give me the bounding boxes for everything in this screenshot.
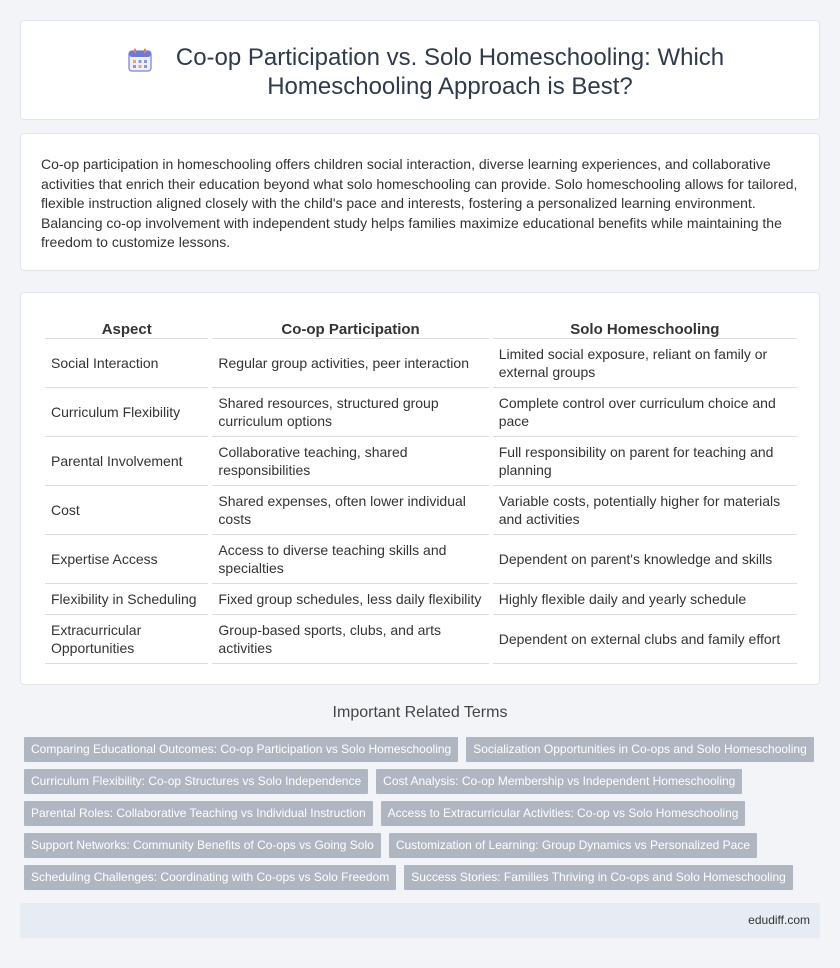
table-cell: Expertise Access — [45, 535, 208, 584]
related-term-tag[interactable]: Customization of Learning: Group Dynamics vs Personalized Pace — [389, 833, 757, 858]
table-cell: Highly flexible daily and yearly schedule — [493, 584, 797, 615]
related-term-tag[interactable]: Access to Extracurricular Activities: Co-op vs Solo Homeschooling — [381, 801, 746, 826]
table-row — [45, 339, 797, 388]
table-cell: Flexibility in Scheduling — [45, 584, 208, 615]
table-cell: Parental Involvement — [45, 437, 208, 486]
related-term-tag[interactable]: Support Networks: Community Benefits of Co-ops vs Going Solo — [24, 833, 381, 858]
header-solo: Solo Homeschooling — [493, 315, 797, 339]
header-coop: Co-op Participation — [212, 315, 488, 339]
table-header-row — [45, 315, 797, 339]
table-cell: Shared resources, structured group curriculum options — [212, 388, 488, 437]
table-cell: Fixed group schedules, less daily flexibility — [212, 584, 488, 615]
footer-site-link[interactable]: edudiff.com — [748, 913, 810, 927]
table-row — [45, 388, 797, 437]
related-term-tag[interactable]: Curriculum Flexibility: Co-op Structures vs Solo Independence — [24, 769, 368, 794]
table-row — [45, 615, 797, 664]
related-term-tag[interactable]: Parental Roles: Collaborative Teaching vs Individual Instruction — [24, 801, 373, 826]
table-cell: Dependent on parent's knowledge and skills — [493, 535, 797, 584]
footer — [20, 903, 820, 938]
table-cell: Curriculum Flexibility — [45, 388, 208, 437]
table-row — [45, 437, 797, 486]
comparison-table — [41, 315, 801, 664]
related-terms-list — [20, 737, 820, 897]
table-cell: Group-based sports, clubs, and arts activities — [212, 615, 488, 664]
intro-card — [20, 133, 820, 271]
table-cell: Regular group activities, peer interaction — [212, 339, 488, 388]
related-term-tag[interactable]: Comparing Educational Outcomes: Co-op Participation vs Solo Homeschooling — [24, 737, 458, 762]
table-cell: Limited social exposure, reliant on family or external groups — [493, 339, 797, 388]
table-cell: Social Interaction — [45, 339, 208, 388]
table-row — [45, 535, 797, 584]
intro-paragraph: Co-op participation in homeschooling offers children social interaction, diverse learning experiences, and collaborative activities that enrich their education beyond what solo homeschooling can provide. Solo homeschooling allows for tailored, flexible instruction aligned closely with the child's pace and interests, fostering a personalized learning environment. Balancing co-op involvement with independent study helps families maximize educational benefits while maintaining the freedom to customize lessons. — [41, 156, 798, 251]
table-row — [45, 486, 797, 535]
table-cell: Shared expenses, often lower individual costs — [212, 486, 488, 535]
table-cell: Variable costs, potentially higher for materials and activities — [493, 486, 797, 535]
related-terms-title: Important Related Terms — [332, 704, 508, 721]
comparison-card — [20, 292, 820, 685]
related-term-tag[interactable]: Socialization Opportunities in Co-ops and Solo Homeschooling — [466, 737, 814, 762]
page-title: Co-op Participation vs. Solo Homeschooling: Which Homeschooling Approach is Best? — [175, 44, 725, 100]
table-cell: Collaborative teaching, shared responsibilities — [212, 437, 488, 486]
table-cell: Access to diverse teaching skills and specialties — [212, 535, 488, 584]
header-card — [20, 20, 820, 120]
related-term-tag[interactable]: Success Stories: Families Thriving in Co-ops and Solo Homeschooling — [404, 865, 793, 890]
table-cell: Extracurricular Opportunities — [45, 615, 208, 664]
table-cell: Dependent on external clubs and family effort — [493, 615, 797, 664]
table-cell: Cost — [45, 486, 208, 535]
related-term-tag[interactable]: Cost Analysis: Co-op Membership vs Independent Homeschooling — [376, 769, 742, 794]
table-row — [45, 584, 797, 615]
table-cell: Full responsibility on parent for teaching and planning — [493, 437, 797, 486]
related-term-tag[interactable]: Scheduling Challenges: Coordinating with Co-ops vs Solo Freedom — [24, 865, 396, 890]
table-cell: Complete control over curriculum choice and pace — [493, 388, 797, 437]
header-aspect: Aspect — [45, 315, 208, 339]
